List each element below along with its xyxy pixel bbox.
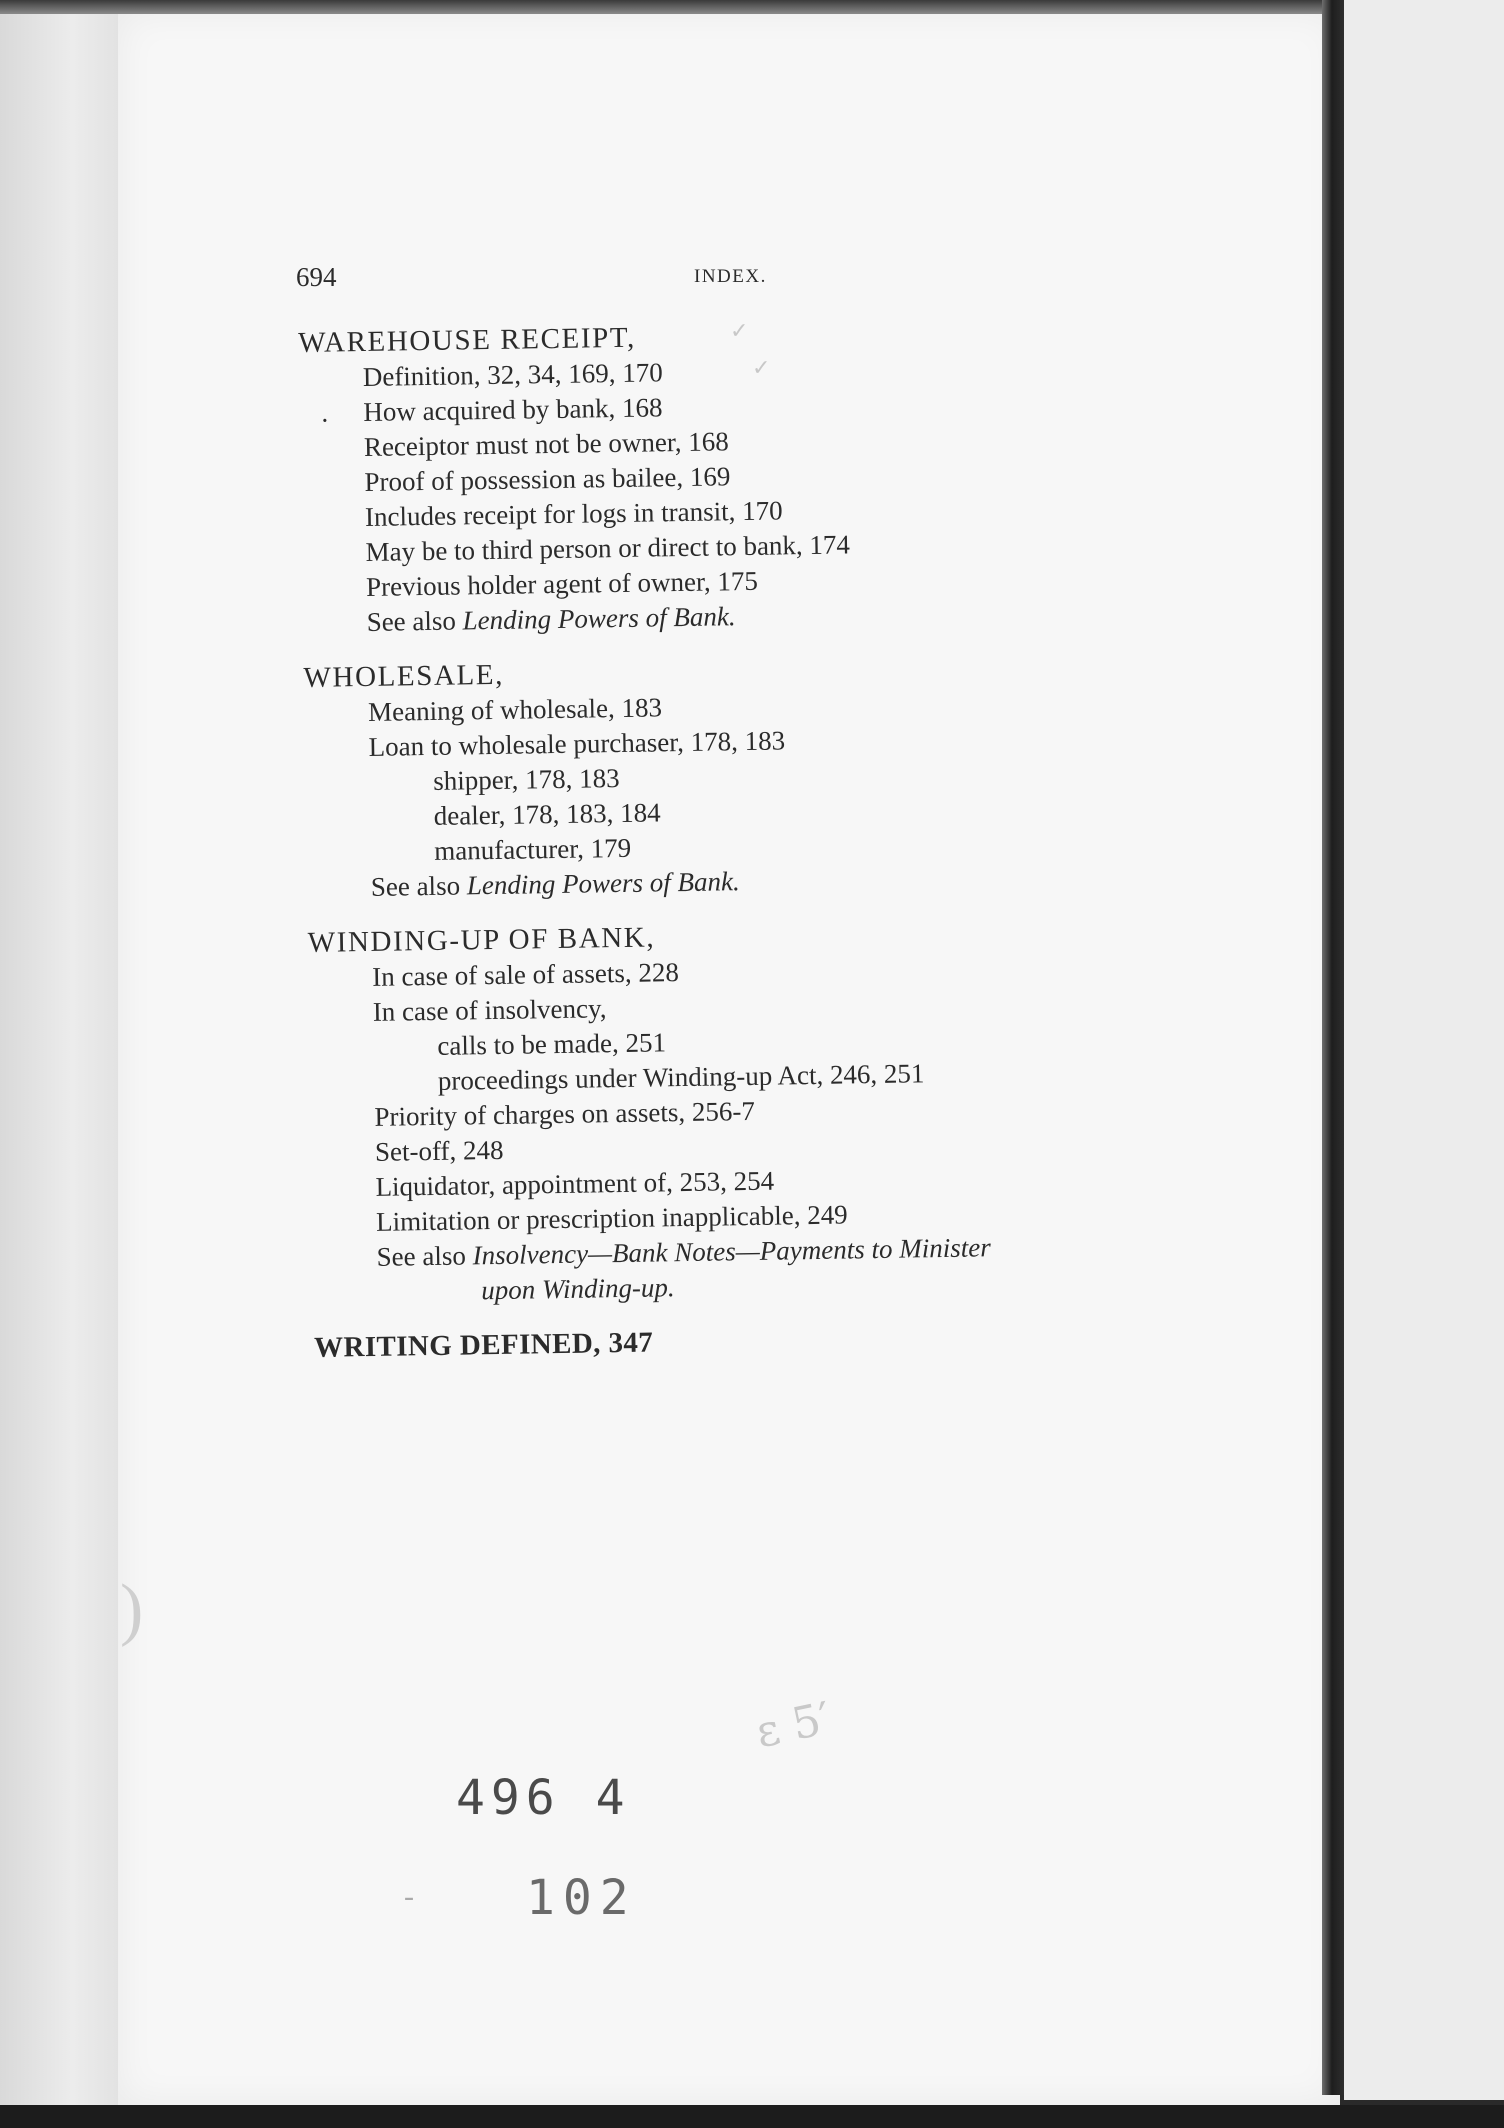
index-entry-writing-defined	[314, 1315, 1274, 1366]
scan-left-margin	[0, 0, 120, 2128]
accession-stamp: 496 4	[456, 1770, 631, 1826]
see-also-prefix: See also	[376, 1240, 473, 1272]
entry-heading: WHOLESALE,	[303, 658, 505, 694]
entry-item: Definition, 32, 34, 169, 170	[362, 357, 664, 392]
entry-item: Includes receipt for logs in transit, 170	[364, 495, 783, 532]
entry-subitem: calls to be made, 251	[437, 1027, 667, 1061]
pencil-annotation: ε 5′	[751, 1692, 836, 1759]
page-gutter	[1322, 0, 1344, 2095]
scan-top-edge	[0, 0, 1504, 14]
index-entry-warehouse-receipt	[298, 310, 1263, 641]
entry-item: Receiptor must not be owner, 168	[363, 426, 729, 462]
entry-item: Previous holder agent of owner, 175	[365, 565, 759, 602]
margin-bracket-mark: )	[120, 1571, 144, 1648]
see-also-ref: Lending Powers of Bank.	[462, 601, 736, 636]
index-entry-wholesale	[303, 645, 1267, 906]
entry-item: Loan to wholesale purchaser, 178, 183	[368, 725, 786, 762]
scan-bottom-edge	[0, 2105, 1504, 2128]
see-also-ref: Lending Powers of Bank.	[466, 866, 740, 901]
running-head: INDEX.	[694, 266, 767, 287]
pencil-check-mark: ✓	[752, 355, 771, 380]
see-also-ref: Insolvency—Bank Notes—Payments to Minister	[472, 1232, 991, 1271]
index-list	[298, 310, 1275, 1385]
entry-item: In case of insolvency,	[372, 993, 607, 1027]
index-entry-winding-up	[307, 910, 1273, 1311]
stamp-dash: -	[404, 1880, 414, 1913]
see-also-prefix: See also	[370, 870, 468, 902]
see-also	[312, 1226, 1273, 1311]
dot-mark: .	[321, 397, 329, 428]
entry-item: Meaning of wholesale, 183	[367, 692, 663, 727]
page-header	[296, 262, 816, 302]
entry-item: Priority of charges on assets, 256-7	[374, 1095, 756, 1132]
entry-subitem: manufacturer, 179	[434, 832, 632, 866]
entry-item: Limitation or prescription inapplicable, 249	[375, 1199, 848, 1237]
scan-right-margin	[1344, 0, 1504, 2100]
entry-item: Liquidator, appointment of, 253, 254	[375, 1165, 775, 1202]
entry-item: In case of sale of assets, 228	[372, 957, 680, 992]
entry-subitem: shipper, 178, 183	[432, 763, 620, 796]
entry-item: May be to third person or direct to bank, 174	[365, 529, 851, 567]
page-number: 694	[296, 262, 337, 292]
entry-heading: WINDING-UP OF BANK,	[307, 921, 656, 959]
see-also-continuation: upon Winding-up.	[480, 1272, 675, 1306]
entry-subitem: proceedings under Winding-up Act, 246, 251	[437, 1058, 925, 1096]
entry-heading: WRITING DEFINED, 347	[313, 1326, 654, 1364]
see-also-prefix: See also	[366, 605, 463, 637]
accession-stamp: 102	[526, 1870, 637, 1926]
entry-item-text: How acquired by bank, 168	[363, 392, 663, 427]
entry-item: Set-off, 248	[374, 1134, 504, 1167]
entry-heading: WAREHOUSE RECEIPT,	[298, 321, 637, 359]
entry-subitem: dealer, 178, 183, 184	[433, 797, 661, 831]
pencil-check-mark: ✓	[730, 318, 749, 343]
entry-item: Proof of possession as bailee, 169	[364, 461, 731, 497]
